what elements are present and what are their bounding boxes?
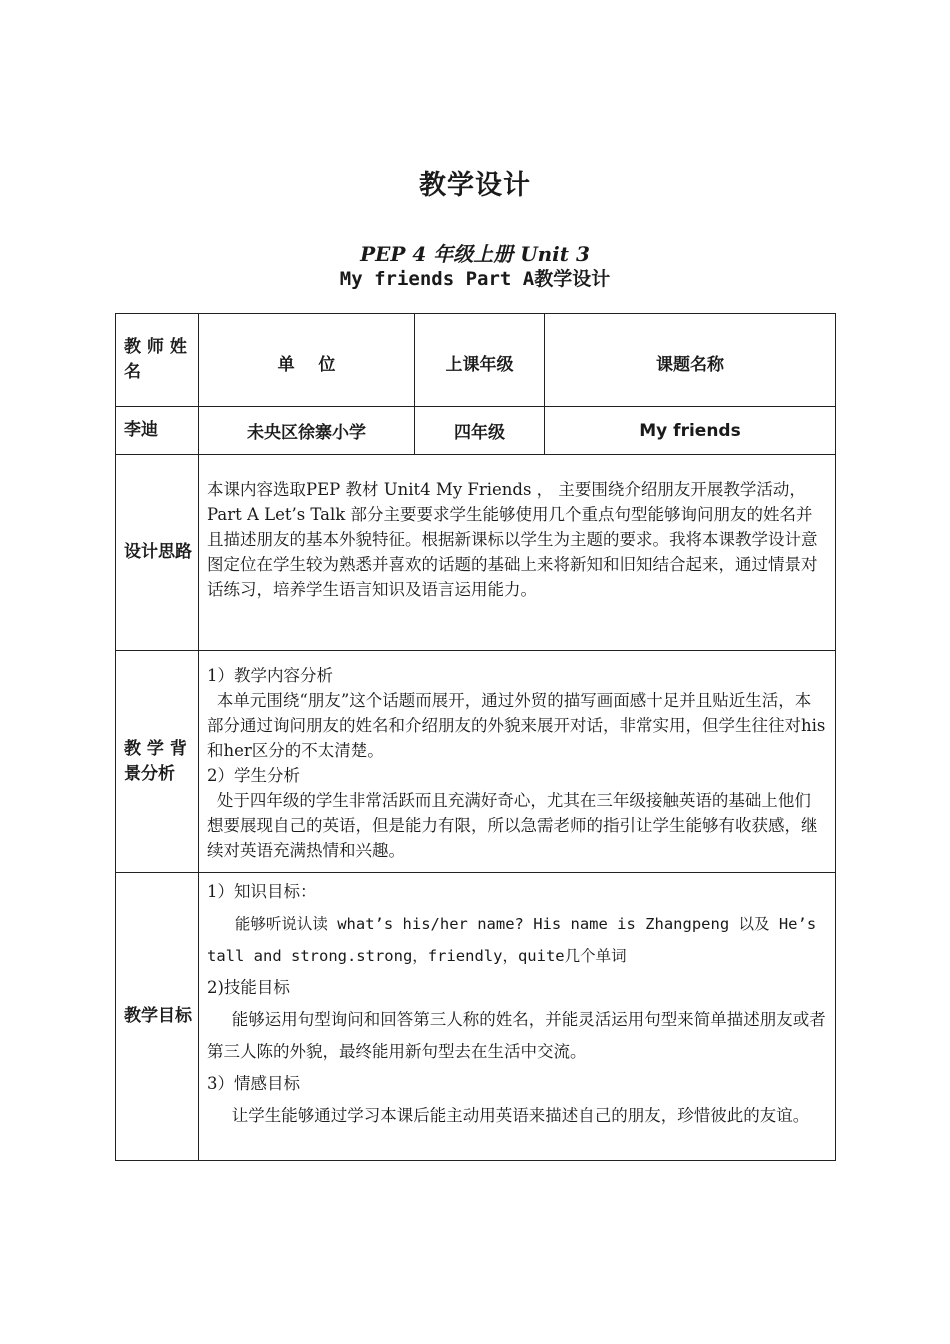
- header-unit: 单 位: [199, 314, 415, 407]
- background-paragraph-2: 处于四年级的学生非常活跃而且充满好奇心，尤其在三年级接触英语的基础上他们想要展现自己的英语，但是能力有限，所以急需老师的指引让学生能够有收获感，继续对英语充满热情和兴趣。: [207, 791, 818, 860]
- goals-label: 教学目标: [116, 873, 199, 1161]
- goals-heading-2: 2)技能目标: [207, 978, 290, 997]
- background-heading-2: 2）学生分析: [207, 766, 300, 785]
- lesson-plan-table: [115, 313, 836, 1161]
- design-text: 本课内容选取PEP 教材 Unit4 My Friends ， 主要围绕介绍朋友开展教学活动，Part A Let’s Talk 部分主要要求学生能够使用几个重点句型能够询问朋友的姓名并且描述朋友的基本外貌特征。根据新课标以学生为主题的要求。我将本课教学设计意图定位在学生较为熟悉并喜欢的话题的基础上来将新知和旧知结合起来，通过情景对话练习，培养学生语言知识及语言运用能力。: [207, 480, 818, 599]
- background-label: 教 学 背 景分析: [116, 651, 199, 873]
- background-paragraph-1: 本单元围绕“朋友”这个话题而展开，通过外贸的描写画面感十足并且贴近生活，本部分通过询问朋友的姓名和介绍朋友的外貌来展开对话，非常实用，但学生往往对his和her区分的不太清楚。: [207, 691, 826, 760]
- subtitle-line2: My friends Part A教学设计: [339, 268, 611, 290]
- grade-value: 四年级: [415, 407, 545, 455]
- goals-heading-3: 3）情感目标: [207, 1074, 300, 1093]
- header-teacher: 教 师 姓 名: [116, 314, 199, 407]
- header-grade: 上课年级: [415, 314, 545, 407]
- teacher-name: 李迪: [116, 407, 199, 455]
- goals-paragraph-2: 能够运用句型询问和回答第三人称的姓名，并能灵活运用句型来简单描述朋友或者第三人陈的外貌，最终能用新句型去在生活中交流。: [207, 1010, 826, 1061]
- goals-heading-1: 1）知识目标：: [207, 882, 317, 901]
- goals-paragraph-3: 让学生能够通过学习本课后能主动用英语来描述自己的朋友，珍惜彼此的友谊。: [231, 1106, 810, 1125]
- header-row: [116, 314, 836, 407]
- unit-name: 未央区徐寨小学: [199, 407, 415, 455]
- design-row: [116, 455, 836, 651]
- page-title: 教学设计: [419, 170, 531, 201]
- header-topic: 课题名称: [545, 314, 836, 407]
- topic-value: My friends: [545, 407, 836, 455]
- background-row: [116, 651, 836, 873]
- design-label: 设计思路: [116, 455, 199, 651]
- background-heading-1: 1）教学内容分析: [207, 666, 333, 685]
- goals-row: [116, 873, 836, 1161]
- subtitle-line1: PEP 4 年级上册 Unit 3: [360, 242, 590, 266]
- value-row: [116, 407, 836, 455]
- goals-paragraph-1: 能够听说认读 what’s his/her name? His name is Zhangpeng 以及 He’s tall and strong.strong，friendly，quite几个单词: [207, 915, 817, 965]
